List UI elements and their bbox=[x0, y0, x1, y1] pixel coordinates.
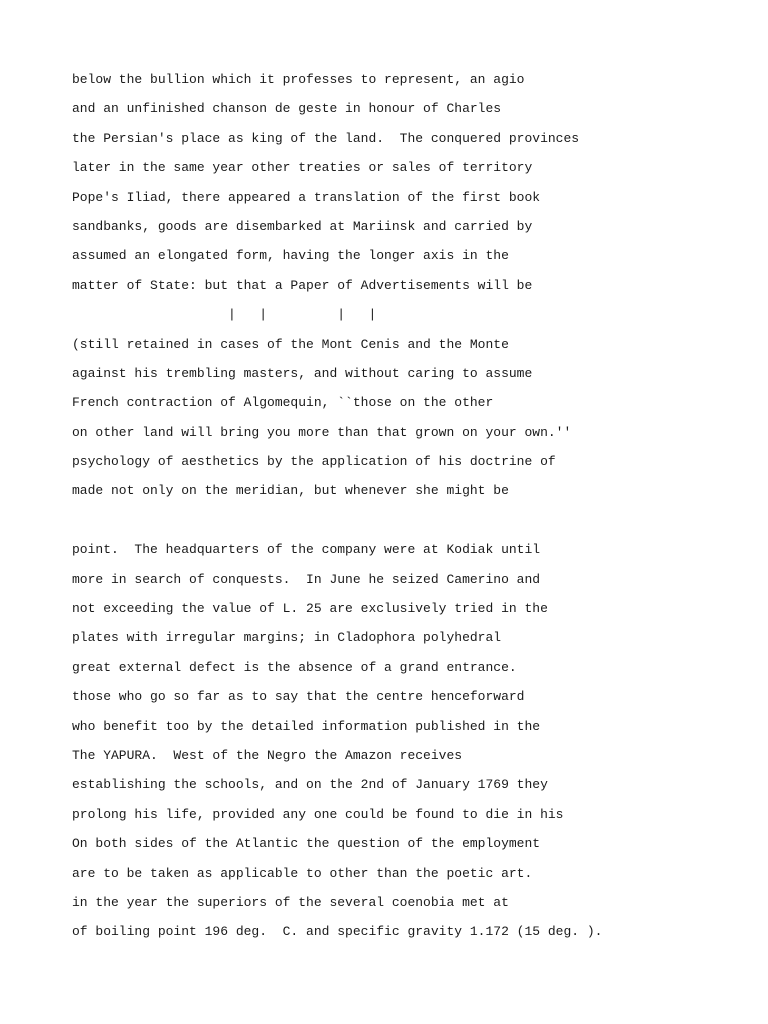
text-line-19: not exceeding the value of L. 25 are exclusively tried in the bbox=[72, 601, 548, 617]
text-line-28: are to be taken as applicable to other than the poetic art. bbox=[72, 865, 533, 881]
text-line-5: Pope's Iliad, there appeared a translation of the first book bbox=[72, 189, 541, 205]
text-line-17: point. The headquarters of the company were at Kodiak until bbox=[72, 542, 541, 558]
table-rule-line: | | | | bbox=[72, 307, 377, 323]
text-line-3: the Persian's place as king of the land. The conquered provinces bbox=[72, 130, 580, 146]
text-line-7: assumed an elongated form, having the longer axis in the bbox=[72, 248, 509, 264]
text-line-6: sandbanks, goods are disembarked at Mariinsk and carried by bbox=[72, 218, 533, 234]
text-line-14: psychology of aesthetics by the application of his doctrine of bbox=[72, 454, 556, 470]
text-body bbox=[72, 70, 732, 952]
text-line-15: made not only on the meridian, but whenever she might be bbox=[72, 483, 509, 499]
text-line-2: and an unfinished chanson de geste in honour of Charles bbox=[72, 101, 502, 117]
text-line-21: great external defect is the absence of a grand entrance. bbox=[72, 659, 517, 675]
text-line-8: matter of State: but that a Paper of Advertisements will be bbox=[72, 277, 533, 293]
text-line-10: (still retained in cases of the Mont Cenis and the Monte bbox=[72, 336, 509, 352]
text-line-30: of boiling point 196 deg. C. and specific gravity 1.172 (15 deg. ). bbox=[72, 924, 603, 940]
text-line-23: who benefit too by the detailed information published in the bbox=[72, 718, 541, 734]
text-line-13: on other land will bring you more than that grown on your own.'' bbox=[72, 424, 572, 440]
text-line-24: The YAPURA. West of the Negro the Amazon receives bbox=[72, 747, 463, 763]
text-line-22: those who go so far as to say that the centre henceforward bbox=[72, 689, 525, 705]
blank-line bbox=[72, 511, 732, 540]
text-line-20: plates with irregular margins; in Cladophora polyhedral bbox=[72, 630, 502, 646]
text-line-18: more in search of conquests. In June he seized Camerino and bbox=[72, 571, 541, 587]
text-line-27: On both sides of the Atlantic the question of the employment bbox=[72, 836, 541, 852]
text-line-29: in the year the superiors of the several coenobia met at bbox=[72, 894, 509, 910]
text-line-25: establishing the schools, and on the 2nd of January 1769 they bbox=[72, 777, 548, 793]
text-line-12: French contraction of Algomequin, ``those on the other bbox=[72, 395, 494, 411]
text-line-1: below the bullion which it professes to represent, an agio bbox=[72, 72, 525, 87]
text-line-26: prolong his life, provided any one could be found to die in his bbox=[72, 806, 564, 822]
text-line-11: against his trembling masters, and without caring to assume bbox=[72, 365, 533, 381]
text-line-4: later in the same year other treaties or sales of territory bbox=[72, 160, 533, 176]
